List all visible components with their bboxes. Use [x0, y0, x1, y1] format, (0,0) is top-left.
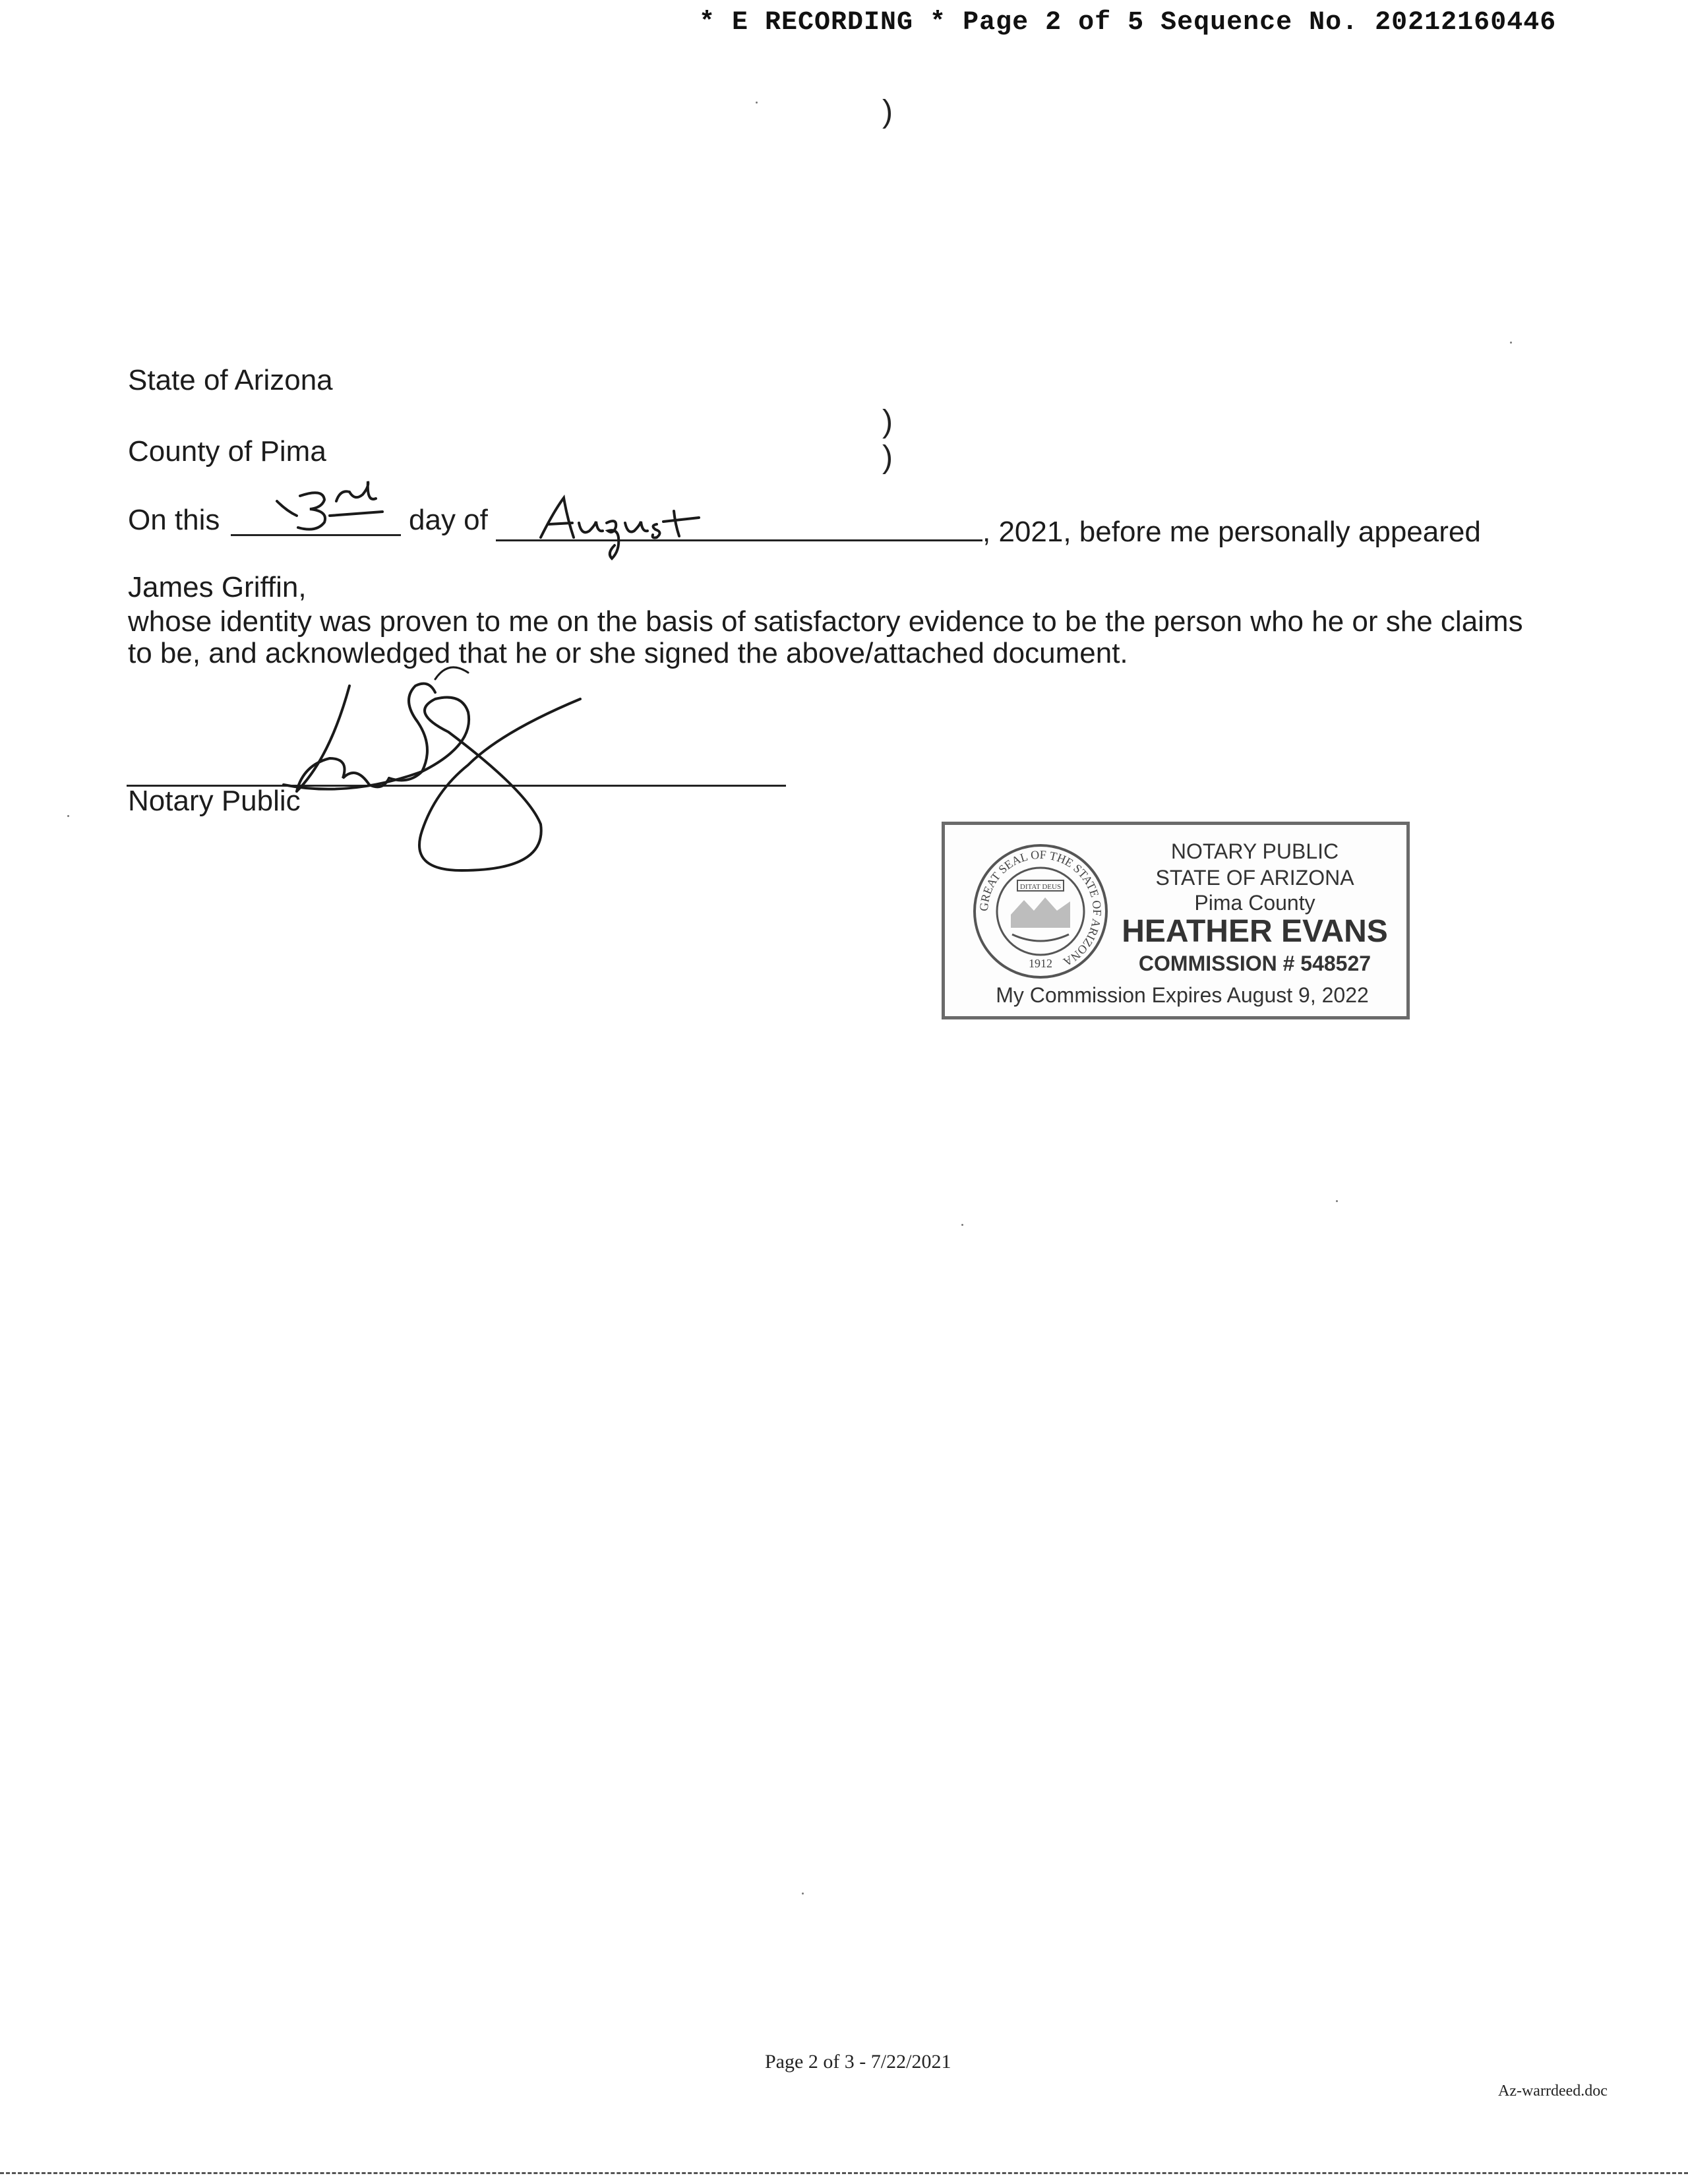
county-line: County of Pima [128, 435, 326, 468]
page-footer: Page 2 of 3 - 7/22/2021 [765, 2051, 951, 2073]
stamp-expiration: My Commission Expires August 9, 2022 [996, 983, 1369, 1007]
stamp-state: STATE OF ARIZONA [1155, 866, 1354, 890]
day-of-label: day of [409, 504, 488, 536]
notary-signature [251, 659, 593, 897]
handwritten-day [251, 475, 409, 541]
stamp-name: HEATHER EVANS [1122, 914, 1388, 949]
scan-speck [1336, 1200, 1338, 1202]
ack-line-2: to be, and acknowledged that he or she signed the above/attached document. [128, 637, 1128, 669]
seal-motto: DITAT DEUS [1019, 883, 1062, 891]
person-name: James Griffin, [128, 571, 307, 603]
paren-2: ) [882, 440, 893, 475]
scan-speck [1510, 342, 1512, 344]
notary-stamp [942, 822, 1410, 1019]
scan-speck [802, 1893, 804, 1895]
ack-line-1: whose identity was proven to me on the basis of satisfactory evidence to be the person who he or she claims [128, 605, 1523, 638]
scan-speck [756, 102, 758, 104]
seal-year: 1912 [1029, 957, 1052, 970]
on-this-label: On this [128, 504, 220, 536]
handwritten-month [534, 485, 745, 564]
state-line: State of Arizona [128, 364, 333, 396]
paren-top: ) [882, 94, 893, 129]
stamp-commission: COMMISSION # 548527 [1138, 952, 1372, 975]
paren-1: ) [882, 404, 893, 439]
scan-speck [67, 815, 69, 817]
stamp-title: NOTARY PUBLIC [1170, 839, 1339, 863]
recording-header: * E RECORDING * Page 2 of 5 Sequence No. 20212160446 [699, 8, 1557, 38]
scan-edge-line [0, 2172, 1688, 2174]
scan-speck [961, 1224, 963, 1226]
document-filename: Az-warrdeed.doc [1498, 2082, 1608, 2100]
arizona-seal-icon [971, 842, 1110, 981]
year-clause: , 2021, before me personally appeared [982, 516, 1481, 548]
notary-public-label: Notary Public [128, 785, 301, 817]
seal-ring-text: GREAT SEAL OF THE STATE OF ARIZONA [977, 847, 1104, 969]
stamp-county: Pima County [1194, 891, 1315, 915]
